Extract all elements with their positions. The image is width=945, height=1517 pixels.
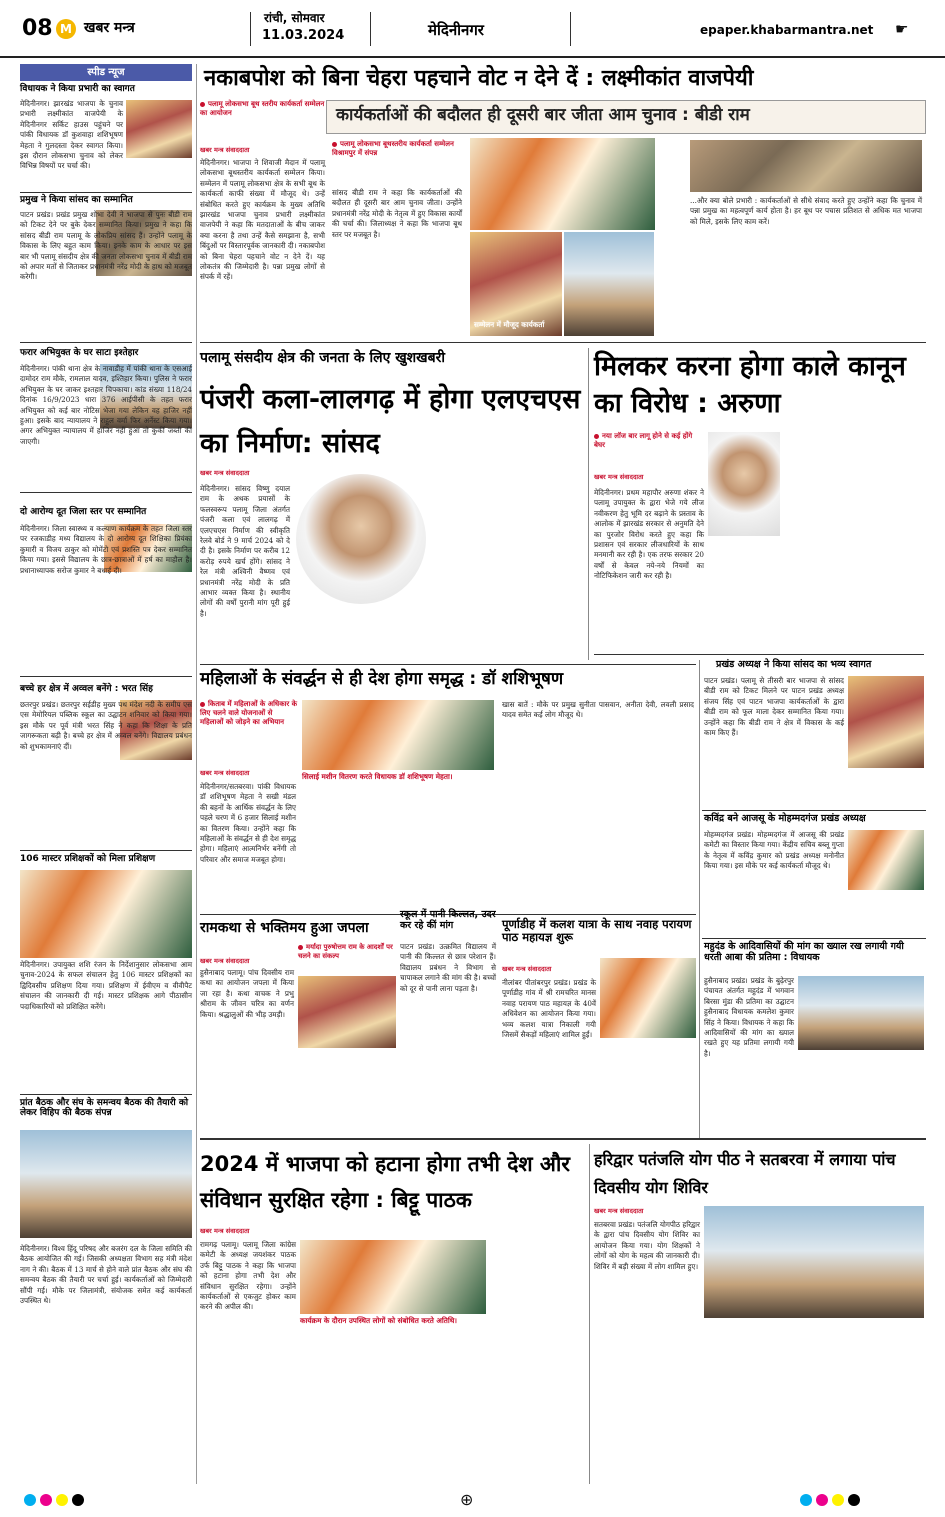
brief-body: पाटन प्रखंड। प्रखंड प्रमुख शोभा देवी ने भाजपा से पुनः बीडी राम को टिकट देने पर बुके देकर सम्मानित किया। प्रमुख ने कहा कि सांसद बीडी राम पलामू के लोकप्रिय सांसद हैं। उन्होंने पलामू के विकास के लिए बहुत काम किया। इनके काम के आधार पर इस बार भी पलामू संसदीय क्षेत्र की जनता लोकसभा चुनाव में बीडी राम को अपार मतों से जिताकर प्रधानमंत्री नरेंद्र मोदी के हाथ को मजबूत करेगी। — [20, 210, 192, 282]
brief-photo — [20, 1130, 192, 1238]
bittu-body-col2 — [300, 1330, 486, 1480]
brief-photo — [20, 870, 192, 958]
column-divider — [196, 64, 197, 1484]
women-body: मेदिनीनगर/सतबरवा। पांकी विधायक डॉ शशिभूषण मेहता ने सखी मंडल की बहनों के आर्थिक संवर्द्धन के लिए पहले चरण में 6 हजार सिलाई मशीन का वितरण किया। उन्होंने कहा कि महिलाओं के संवर्द्धन से ही देश समृद्ध होगा। महिलाएं आत्मनिर्भर बनेंगी तो परिवार और समाज मजबूत होगा। — [200, 782, 297, 864]
divider — [20, 1094, 192, 1095]
column-divider — [699, 660, 700, 1138]
lead-headline: नकाबपोश को बिना चेहरा पहचाने वोट न देने दें : लक्ष्मीकांत वाजपेयी — [204, 66, 754, 91]
lead-photo-1 — [470, 138, 655, 230]
mahuadand-title: महुदंड के आदिवासियों की मांग का ख्याल रख लगायी गयी धरती आबा की प्रतिमा : विधायक — [704, 941, 904, 963]
pa-headline: पंजरी कला-लालगढ़ में होगा एलएचएस का निर्माण: सांसद — [200, 384, 581, 459]
page-number: 08 — [22, 16, 53, 41]
bittu-headline: 2024 में भाजपा को हटाना होगा तभी देश और संविधान सुरक्षित रहेगा : बिट्टू पाठक — [200, 1152, 571, 1212]
page-footer — [0, 1490, 945, 1517]
women-caption: सिलाई मशीन वितरण करते विधायक डॉ शशिभूषण मेहता। — [302, 772, 453, 781]
school-body: पाटन प्रखंड। उत्क्रमित विद्यालय में पानी की किल्लत से छात्र परेशान हैं। विद्यालय प्रबंधन ने विभाग से चापाकल लगाने की मांग की है। बच्चों को दूर से पानी लाना पड़ता है। — [400, 942, 496, 993]
kalash-body: नीलांबर पीतांबरपुर प्रखंड। प्रखंड के पूर्णाडीह गांव में श्री रामचरित मानस नवाह परायण पाठ महायज्ञ के 40वें अधिवेशन का आयोजन किया गया। भव्य कलश यात्रा निकाली गयी जिसमें सैकड़ों महिलाएं शामिल हुईं। — [502, 978, 596, 1040]
brief-photo — [126, 100, 192, 158]
divider — [20, 492, 192, 493]
brief-title: प्रांत बैठक और संघ के समन्वय बैठक की तैयारी को लेकर विहिप की बैठक संपन्न — [20, 1098, 189, 1119]
divider — [20, 342, 192, 343]
byline: खबर मन्त्र संवाददाता — [200, 769, 250, 777]
pa-body: मेदिनीनगर। सांसद विष्णु दयाल राम के अथक प्रयासों के फलस्वरूप पलामू जिला अंतर्गत पंजरी कला एवं लालगढ़ में एलएचएस निर्माण की स्वीकृति रेलवे बोर्ड ने 9 मार्च 2024 को दे दी है। इसके निर्माण पर करीब 12 करोड़ रुपये खर्च होंगे। सांसद ने रेल मंत्री अश्विनी वैष्णव एवं प्रधानमंत्री नरेंद्र मोदी के प्रति आभार व्यक्त किया है। स्थानीय लोगों की वर्षों पुरानी मांग पूरी हुई है। — [200, 484, 290, 618]
speed-news-label: स्पीड न्यूज — [20, 64, 192, 81]
page-header — [0, 0, 945, 58]
epaper-url[interactable]: epaper.khabarmantra.net — [700, 23, 874, 37]
divider — [20, 192, 192, 193]
brief-body: मेदिनीनगर। विश्व हिंदू परिषद और बजरंग दल के जिला समिति की बैठक आयोजित की गई। जिसकी अध्यक्षता विभाग सह मंत्री मंदेश नाग ने की। बैठक में 13 मार्च से होने वाले प्रांत बैठक और संघ की समन्वय बैठक की तैयारी पर चर्चा हुई। कार्यकर्ताओं को जिम्मेदारी सौंपी गई। मौके पर जिलामंत्री, संयोजक समेत कई कार्यकर्ता उपस्थित थे। — [20, 1244, 192, 1306]
aruna-kicker: नया लॉज बार लागू होने से कई होंगे बेघर — [594, 432, 693, 449]
ramkatha-headline: रामकथा से भक्तिमय हुआ जपला — [200, 920, 369, 936]
divider — [594, 654, 924, 655]
column-divider — [589, 1144, 590, 1484]
pointer-icon: ☛ — [895, 20, 909, 38]
divider — [702, 938, 926, 939]
brief-body: मेदिनीनगर। जिला स्वास्थ्य व कल्याण कार्यक्रम के तहत जिला स्तर पर रजकाडीह मध्य विद्यालय के दो आरोग्य दूत शिक्षिका प्रियंका कुमारी व विजय ठाकुर को मोमेंटो एवं प्रशस्ति पत्र देकर सम्मानित किया गया। इससे विद्यालय के छात्र-छात्राओं में हर्ष का माहौल है। प्रधानाध्यापक सरोज कुमार ने बधाई दी। — [20, 524, 192, 575]
bittu-khas — [492, 1240, 586, 1480]
brief-body-cont — [20, 160, 192, 190]
kavindra-body: मोहम्मदगंज प्रखंड। मोहम्मदगंज में आजसू की प्रखंड कमेटी का विस्तार किया गया। केंद्रीय सचिव बब्लू गुप्ता के नेतृत्व में कविंद्र कुमार को प्रखंड अध्यक्ष मनोनीत किया गया। इस मौके पर कई कार्यकर्ता मौजूद थे। — [704, 830, 844, 871]
header-divider — [370, 12, 371, 46]
ramkatha-kicker: मर्यादा पुरुषोत्तम राम के आदर्शों पर चलने का संकल्प — [298, 943, 393, 960]
byline: खबर मन्त्र संवाददाता — [200, 146, 250, 154]
byline: खबर मन्त्र संवाददाता — [200, 957, 250, 965]
registration-icon: ⊕ — [460, 1490, 474, 1509]
divider — [20, 676, 192, 677]
lead-kicker: पलामू लोकसभा बूथ स्तरीय कार्यकर्ता सम्मेलन का आयोजन — [200, 100, 325, 117]
divider — [200, 342, 926, 343]
yoga-body-col3 — [818, 1322, 924, 1480]
kalash-photo — [600, 958, 696, 1038]
brief-title: 106 मास्टर प्रशिक्षकों को मिला प्रशिक्षण — [20, 854, 156, 864]
header-divider — [570, 12, 571, 46]
kavindra-title: कविंद्र बने आजसू के मोहम्मदगंज प्रखंड अध्यक्ष — [704, 813, 866, 824]
brief-title: बच्चे हर क्षेत्र में अव्वल बनेंगे : भरत सिंह — [20, 684, 153, 694]
mahuadand-body: हुसैनाबाद प्रखंड। प्रखंड के बुढ़ेरपुर पंचायत अंतर्गत महुदंड में भगवान बिरसा मुंडा की प्रतिमा का उद्घाटन हुसैनाबाद विधायक कमलेश कुमार सिंह ने किया। विधायक ने कहा कि आदिवासियों की मांग का ख्याल रखते हुए यह प्रतिमा लगायी गयी है। — [704, 976, 794, 1058]
brief-body: छतरपुर प्रखंड। छतरपुर सईडीह मुख्य पथ मंदेश नदी के समीप एस एस मेमोरियल पब्लिक स्कूल का उद्घाटन शनिवार को किया गया। इस मौके पर पूर्व मंत्री भरत सिंह ने कहा कि शिक्षा के प्रति जागरूकता बढ़ी है। बच्चे हर क्षेत्र में अव्वल बनेंगे। विद्यालय प्रबंधन को शुभकामनाएं दीं। — [20, 700, 192, 751]
kavindra-photo — [848, 830, 924, 890]
byline: खबर मन्त्र संवाददाता — [200, 1227, 250, 1235]
pramukh-body: पाटन प्रखंड। पलामू से तीसरी बार भाजपा से सांसद बीडी राम को टिकट मिलने पर पाटन प्रखंड अध्यक्ष संजय सिंह एवं पाटन भाजपा कार्यकर्ताओं के द्वारा बीडी राम को फूल माला देकर सम्मानित किया गया। उन्होंने कहा कि बीडी राम ने क्षेत्र में विकास के कई काम किए हैं। — [704, 676, 844, 738]
yoga-photo — [704, 1206, 924, 1318]
pa-body-col3 — [436, 474, 586, 606]
lead-photo-4 — [690, 140, 922, 192]
aruna-portrait — [708, 432, 780, 536]
bittu-photo — [300, 1240, 486, 1314]
pa-kicker: पलामू संसदीय क्षेत्र की जनता के लिए खुशखबरी — [200, 350, 445, 366]
mp-portrait — [296, 474, 426, 604]
women-headline: महिलाओं के संवर्द्धन से ही देश होगा समृद्ध : डॉ शशिभूषण — [200, 669, 564, 689]
byline: खबर मन्त्र संवाददाता — [594, 1207, 644, 1215]
edition-name: मेदिनीनगर — [428, 21, 484, 39]
header-date: 11.03.2024 — [262, 28, 345, 43]
brief-body: मेदिनीनगर। उपायुक्त शशि रंजन के निर्देशानुसार लोकसभा आम चुनाव-2024 के सफल संचालन हेतु 106 मास्टर प्रशिक्षकों का द्विदिवसीय प्रशिक्षण दिया गया। प्रशिक्षण में ईवीएम व वीवीपैट संचालन की जानकारी दी गई। मास्टर प्रशिक्षक आगे पीठासीन पदाधिकारियों को प्रशिक्षित करेंगे। — [20, 960, 192, 1011]
byline: खबर मन्त्र संवाददाता — [200, 469, 250, 477]
yoga-body: सतबरवा प्रखंड। पतंजलि योगपीठ हरिद्वार के द्वारा पांच दिवसीय योग शिविर का आयोजन किया गया। योग शिक्षकों ने लोगों को योग के महत्व की जानकारी दी। शिविर में बड़ी संख्या में लोग शामिल हुए। — [594, 1220, 700, 1271]
lead-kicker-2: पलामू लोकसभा बूथस्तरीय कार्यकर्ता सम्मेलन विश्रामपुर में संपन्न — [332, 140, 454, 157]
pa-body-cont — [296, 608, 586, 640]
ramkatha-body: हुसैनाबाद पलामू। पांच दिवसीय राम कथा का आयोजन जपला में किया जा रहा है। कथा वाचक ने प्रभु श्रीराम के जीवन चरित्र का वर्णन किया। श्रद्धालुओं की भीड़ उमड़ी। — [200, 968, 294, 1019]
lead-caption: सम्मेलन में मौजूद कार्यकर्ता — [474, 320, 545, 329]
header-divider — [250, 12, 251, 46]
divider — [20, 850, 192, 851]
pramukh-title: प्रखंड अध्यक्ष ने किया सांसद का भव्य स्वागत — [716, 659, 872, 670]
brief-body: मेदिनीनगर। झारखंड भाजपा के चुनाव प्रभारी लक्ष्मीकांत वाजपेयी के मेदिनीनगर सर्किट हाउस पहुंचने पर पांकी विधायक डॉ कुशवाहा शशिभूषण मेहता ने गुलदस्ता देकर स्वागत किया। इस दौरान लोकसभा चुनाव को लेकर विभिन्न विषयों पर चर्चा की। — [20, 99, 123, 171]
color-registration-marks — [800, 1494, 920, 1508]
brief-title: फरार अभियुक्त के घर साटा इश्तेहार — [20, 348, 139, 358]
aruna-headline: मिलकर करना होगा काले कानून का विरोध : अरुणा — [594, 351, 906, 419]
women-khas: खास बातें : मौके पर प्रमुख सुनीता पासवान, अनीता देवी, लवली प्रसाद यादव समेत कई लोग मौजूद थे। — [502, 700, 694, 720]
aruna-sidebar — [784, 432, 924, 590]
mahuadand-photo — [798, 976, 924, 1050]
kalash-headline: पूर्णाडीह में कलश यात्रा के साथ नवाह परायण पाठ महायज्ञ शुरू — [502, 917, 692, 945]
ramkatha-body-col2 — [298, 1052, 396, 1132]
lead-body-col2: सांसद बीडी राम ने कहा कि कार्यकर्ताओं की बदौलत ही दूसरी बार आम चुनाव जीता। उन्होंने प्रधानमंत्री नरेंद्र मोदी के नेतृत्व में हुए विकास कार्यों की चर्चा की। जिलाध्यक्ष ने कहा कि भाजपा बूथ स्तर पर मजबूत है। — [332, 188, 462, 239]
bittu-caption: कार्यक्रम के दौरान उपस्थित लोगों को संबोधित करते अतिथि। — [300, 1316, 458, 1325]
pramukh-photo — [848, 676, 924, 768]
brand-logo-icon: M — [56, 19, 76, 39]
section-name: खबर मन्त्र — [84, 20, 135, 36]
divider — [702, 810, 926, 811]
school-headline: स्कूल में पानी किल्लत, उदर कर रहे कीं मांग — [400, 909, 496, 931]
women-kicker: किताब में महिलाओं के अधिकार के लिए चलने वाले योजनाओं से महिलाओं को जोड़ने का अभियान — [200, 700, 298, 726]
left-column — [20, 64, 192, 1484]
yoga-body-col2 — [704, 1322, 814, 1480]
header-city: रांची, सोमवार — [264, 11, 325, 25]
yoga-headline: हरिद्वार पतंजलि योग पीठ ने सतबरवा में लगाया पांच दिवसीय योग शिविर — [594, 1150, 896, 1197]
color-registration-marks — [24, 1494, 164, 1508]
divider — [200, 664, 696, 665]
byline: खबर मन्त्र संवाददाता — [502, 965, 552, 973]
women-body-col2 — [300, 786, 496, 912]
aruna-body: मेदिनीनगर। प्रथम महापौर अरुणा शंकर ने पलामू उपायुक्त के द्वारा भेजे गये लीज नवीकरण हेतु भूमि दर बढ़ाने के प्रस्ताव के आलोक में झारखंड सरकार से अनुमति देने का पुरजोर विरोध करते हुए कहा कि प्रशासन एवं सरकार लीजधारियों के साथ मनमानी कर रही है। एक तरफ सरकार 20 वर्षों से केवल नये-नये नियमों का नोटिफिकेशन जारी कर रही है। — [594, 488, 704, 581]
lead-body: मेदिनीनगर। भाजपा ने शिवाजी मैदान में पलामू लोकसभा बूथस्तरीय कार्यकर्ता सम्मेलन किया। सम्मेलन में पलामू लोकसभा क्षेत्र के सभी बूथ के कार्यकर्ता काफी संख्या में मौजूद थे। उन्हें संबोधित करते हुए कार्यक्रम के मुख्य अतिथि झारखंड भाजपा चुनाव प्रभारी लक्ष्मीकांत वाजपेयी ने कहा कि मतदाताओं के बीच जाकर क्या करना है तथा उन्हें कैसे समझाना है, सभी बिंदुओं पर विस्तारपूर्वक जानकारी दी। नकाबपोश को बिना चेहरा पहचाने वोट न देने दें। यह लोकतंत्र की जिम्मेदारी है। पन्ना प्रमुख लोगों से संपर्क में रहें। — [200, 158, 325, 282]
ramkatha-photo — [298, 976, 396, 1048]
column-divider — [588, 348, 589, 660]
divider — [200, 1138, 926, 1140]
brief-title: दो आरोग्य दूत जिला स्तर पर सम्मानित — [20, 507, 147, 517]
kalash-body-col2 — [600, 1040, 696, 1132]
bittu-body: रामगढ़ पलामू। पलामू जिला कांग्रेस कमेटी के अध्यक्ष जयशंकर पाठक उर्फ बिट्टू पाठक ने कहा कि भाजपा को हटाना होगा तभी देश और संविधान सुरक्षित रहेगा। उन्होंने कार्यकर्ताओं से एकजुट होकर काम करने की अपील की। — [200, 1240, 296, 1312]
brief-title: प्रमुख ने किया सांसद का सम्मानित — [20, 195, 133, 205]
byline: खबर मन्त्र संवाददाता — [594, 473, 644, 481]
lead-subhead: कार्यकर्ताओं की बदौलत ही दूसरी बार जीता आम चुनाव : बीडी राम — [336, 105, 750, 125]
brief-body: मेदिनीनगर। पांकी थाना क्षेत्र के नावाडीह में पांकी थाना के एसआई दामोदर राम मौके, रामलाल यादव, इश्तिहार किया। पुलिस ने फरार अभियुक्त के घर जाकर इश्तहार चिपकाया। कांड संख्या 118/24 दिनांक 16/9/2023 धारा 376 आईपीसी के तहत फरार अभियुक्त को कई बार नोटिस भेजा गया लेकिन वह हाजिर नहीं हुआ। इसके बाद न्यायालय ने राहुल वर्मा फिर अर्नेस्ट किया गया। अगर अभियुक्त न्यायालय में हाजिर नहीं हुआ तो कुर्की जब्ती की जाएगी। — [20, 364, 192, 446]
women-photo — [302, 700, 494, 770]
brief-title: विधायक ने किया प्रभारी का स्वागत — [20, 84, 135, 94]
lead-body-col4: ...और क्या बोले प्रभारी : कार्यकर्ताओं से सीधे संवाद करते हुए उन्होंने कहा कि चुनाव में पन्ना प्रमुख का महत्वपूर्ण कार्य होता है। हर बूथ पर पचास प्रतिशत से अधिक मत भाजपा को मिले, इसके लिए काम करें। — [690, 196, 922, 226]
